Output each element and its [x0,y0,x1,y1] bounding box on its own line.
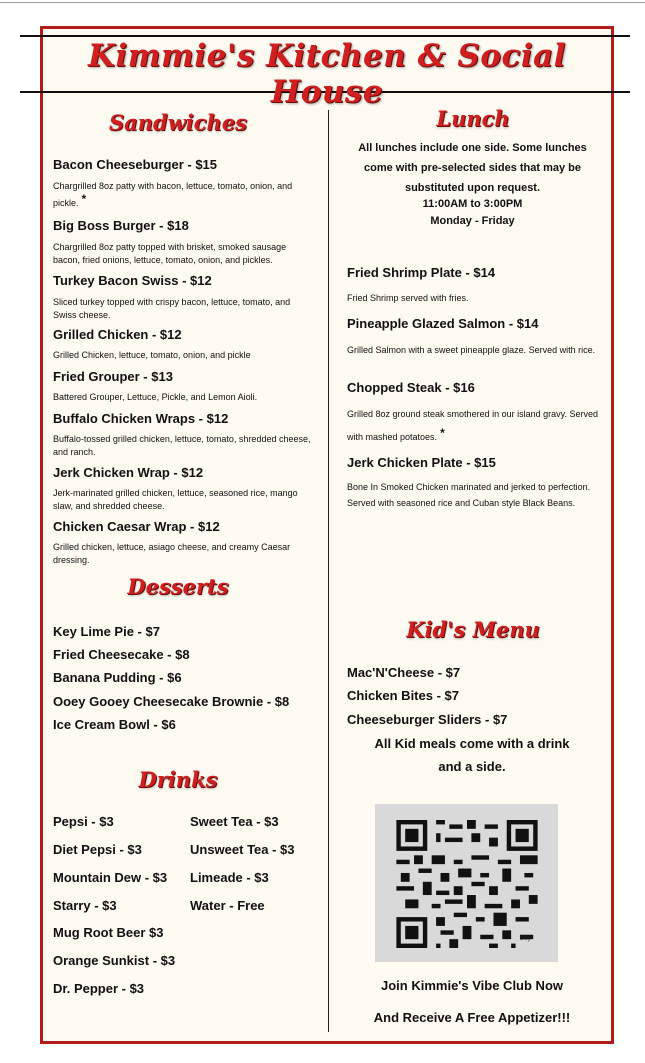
kids-note-line: All Kid meals come with a drink [374,736,570,751]
item-description: Grilled Salmon with a sweet pineapple glaze. Served with rice. [347,345,596,355]
drink-item: Limeade - $3 [190,870,269,885]
kids-note [330,732,614,778]
menu-item: Grilled Chicken - $12 [53,327,182,342]
dessert-item: Ice Cream Bowl - $6 [53,717,176,732]
drink-item: Unsweet Tea - $3 [190,842,295,857]
drink-item: Sweet Tea - $3 [190,814,279,829]
kids-menu-heading: Kid's Menu [406,617,540,642]
note-star: * [440,426,445,440]
title-rule-top [20,35,630,37]
dessert-item: Ooey Gooey Cheesecake Brownie - $8 [53,694,290,709]
item-description: Sliced turkey topped with crispy bacon, lettuce, tomato, and Swiss cheese. [53,297,291,320]
drink-item: Starry - $3 [53,898,117,913]
menu-item: Buffalo Chicken Wraps - $12 [53,411,229,426]
kids-item: Cheeseburger Sliders - $7 [347,712,508,727]
kids-item: Chicken Bites - $7 [347,688,459,703]
menu-item: Chicken Caesar Wrap - $12 [53,519,220,534]
lunch-item: Fried Shrimp Plate - $14 [347,265,496,280]
item-description: Battered Grouper, Lettuce, Pickle, and Lemon Aioli. [53,392,258,402]
drink-item: Diet Pepsi - $3 [53,842,142,857]
note-star: * [81,192,87,206]
item-description: Grilled Chicken, lettuce, tomato, onion, and pickle [53,350,251,360]
page-top-rule [0,2,645,3]
lunch-hours-days: Monday - Friday [430,215,515,227]
promo-line: And Receive A Free Appetizer!!! [373,1010,571,1025]
menu-item: Jerk Chicken Wrap - $12 [53,465,204,480]
item-description: Grilled chicken, lettuce, asiago cheese, and creamy Caesar dressing. [53,542,291,565]
lunch-intro-line: substituted upon request. [404,182,541,194]
lunch-hours [335,196,610,230]
lunch-hours-time: 11:00AM to 3:00PM [422,198,523,210]
item-description: Chargrilled 8oz patty with bacon, lettuce, tomato, onion, and pickle. * [53,181,293,208]
menu-item: Fried Grouper - $13 [53,369,173,384]
drink-item: Orange Sunkist - $3 [53,953,176,968]
drinks-heading: Drinks [138,767,218,792]
desserts-heading: Desserts [127,574,229,599]
item-description: Grilled 8oz ground steak smothered in our island gravy. Served with mashed potatoes. * [347,409,598,442]
qr-code-icon[interactable] [396,820,538,948]
lunch-intro-line: come with pre-selected sides that may be [363,162,582,174]
dessert-item: Key Lime Pie - $7 [53,624,160,639]
lunch-item: Chopped Steak - $16 [347,380,475,395]
kids-note-line: and a side. [438,759,506,774]
drink-item: Mountain Dew - $3 [53,870,168,885]
lunch-intro-line: All lunches include one side. Some lunches [358,142,587,154]
menu-item: Bacon Cheeseburger - $15 [53,157,218,172]
lunch-heading: Lunch [436,106,510,131]
dessert-item: Banana Pudding - $6 [53,670,182,685]
lunch-item: Jerk Chicken Plate - $15 [347,455,496,470]
menu-item: Big Boss Burger - $18 [53,218,189,233]
lunch-item: Pineapple Glazed Salmon - $14 [347,316,539,331]
drink-item: Dr. Pepper - $3 [53,981,145,996]
kids-item: Mac'N'Cheese - $7 [347,665,461,680]
drink-item: Water - Free [190,898,265,913]
dessert-item: Fried Cheesecake - $8 [53,647,190,662]
item-description: Bone In Smoked Chicken marinated and jerked to perfection. Served with seasoned rice and Cuban style Black Beans. [347,482,591,508]
menu-item: Turkey Bacon Swiss - $12 [53,273,212,288]
item-description: Chargrilled 8oz patty topped with brisket, smoked sausage bacon, fried onions, lettuce, tomato, onion, and pickles. [53,242,287,265]
item-description: Fried Shrimp served with fries. [347,293,469,303]
promo-line: Join Kimmie's Vibe Club Now [381,978,563,993]
lunch-intro [335,138,610,198]
restaurant-title: Kimmie's Kitchen & Social House [88,38,566,110]
drink-item: Pepsi - $3 [53,814,114,829]
column-divider [328,110,329,1032]
item-description: Jerk-marinated grilled chicken, lettuce, seasoned rice, mango slaw, and shredded cheese. [53,488,298,511]
item-description: Buffalo-tossed grilled chicken, lettuce, tomato, shredded cheese, and ranch. [53,434,311,457]
drink-item: Mug Root Beer $3 [53,925,164,940]
sandwiches-heading: Sandwiches [108,110,248,135]
qr-label: bitly [520,936,531,942]
